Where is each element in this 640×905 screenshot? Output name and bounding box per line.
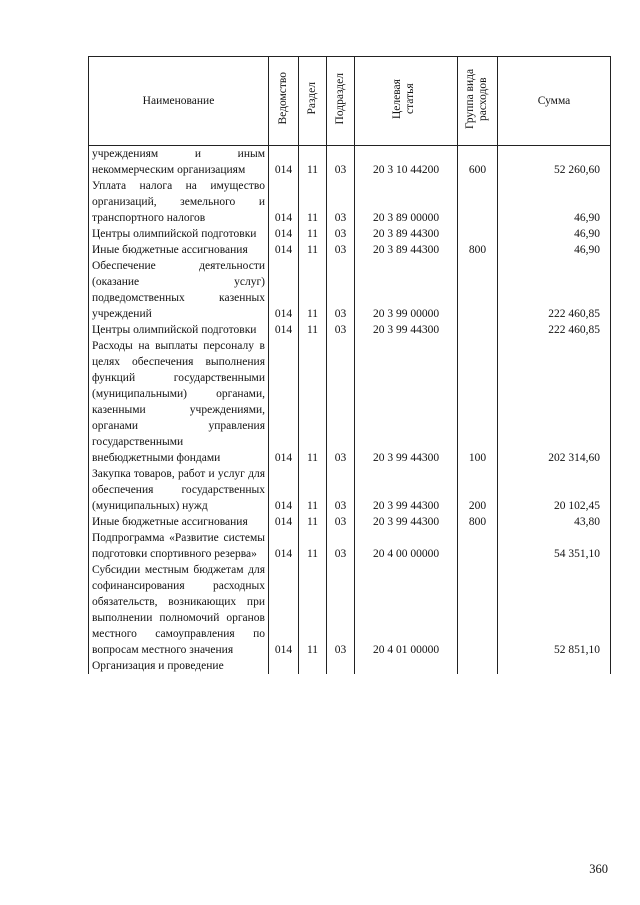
page-number: 360 [589, 862, 608, 876]
table-row [89, 466, 611, 514]
cell-section: 11 [299, 258, 327, 322]
cell-subsection: 03 [327, 146, 355, 179]
cell-group [458, 226, 498, 242]
cell-amount: 202 314,60 [498, 338, 611, 466]
cell-target: 20 3 10 44200 [355, 146, 458, 179]
cell-group: 200 [458, 466, 498, 514]
cell-subsection: 03 [327, 514, 355, 530]
budget-page [88, 56, 612, 674]
cell-section: 11 [299, 242, 327, 258]
cell-dept: 014 [269, 338, 299, 466]
table-body [89, 146, 611, 675]
table-row [89, 514, 611, 530]
cell-subsection: 03 [327, 530, 355, 562]
cell-target: 20 3 99 44300 [355, 514, 458, 530]
header-dept [269, 57, 299, 146]
table-row [89, 242, 611, 258]
cell-dept: 014 [269, 178, 299, 226]
header-section-label: Раздел [306, 82, 318, 115]
cell-section: 11 [299, 530, 327, 562]
cell-name: Уплата налога на имущество организаций, земельного и транспортного налогов [89, 178, 269, 226]
table-row [89, 562, 611, 658]
cell-name: Расходы на выплаты персоналу в целях обеспечения выполнения функций государственными (муниципальными) органами, казенными учреждениями, органами управления государственными внебюджетными фондами [89, 338, 269, 466]
cell-amount: 43,80 [498, 514, 611, 530]
cell-dept: 014 [269, 146, 299, 179]
table-row [89, 658, 611, 674]
cell-section: 11 [299, 322, 327, 338]
cell-subsection: 03 [327, 562, 355, 658]
cell-group [458, 562, 498, 658]
cell-section [299, 658, 327, 674]
cell-target: 20 3 89 00000 [355, 178, 458, 226]
header-target [355, 57, 458, 146]
cell-target: 20 3 99 44300 [355, 338, 458, 466]
cell-section: 11 [299, 226, 327, 242]
cell-section: 11 [299, 338, 327, 466]
cell-name: учреждениям и иным некоммерческим организациям [89, 146, 269, 179]
cell-target [355, 658, 458, 674]
table-row [89, 338, 611, 466]
cell-amount: 46,90 [498, 242, 611, 258]
cell-group [458, 530, 498, 562]
header-group-label: Группа вида расходов [463, 68, 489, 129]
header-subsection-label: Подраздел [334, 72, 346, 125]
cell-subsection: 03 [327, 258, 355, 322]
table-row [89, 178, 611, 226]
cell-amount: 52 851,10 [498, 562, 611, 658]
header-dept-label: Ведомство [277, 72, 289, 125]
cell-target: 20 3 99 44300 [355, 466, 458, 514]
table-row [89, 146, 611, 179]
cell-group [458, 658, 498, 674]
table-row [89, 226, 611, 242]
cell-name: Подпрограмма «Развитие системы подготовки спортивного резерва» [89, 530, 269, 562]
cell-name: Субсидии местным бюджетам для софинансирования расходных обязательств, возникающих при выполнении полномочий органов местного самоуправления по вопросам местного значения [89, 562, 269, 658]
cell-subsection: 03 [327, 322, 355, 338]
cell-subsection: 03 [327, 226, 355, 242]
table-row [89, 530, 611, 562]
cell-target: 20 4 00 00000 [355, 530, 458, 562]
cell-name: Организация и проведение [89, 658, 269, 674]
cell-section: 11 [299, 514, 327, 530]
cell-name: Иные бюджетные ассигнования [89, 242, 269, 258]
cell-section: 11 [299, 146, 327, 179]
cell-subsection: 03 [327, 178, 355, 226]
cell-subsection [327, 658, 355, 674]
header-target-label: Целевая статья [391, 78, 416, 119]
header-section [299, 57, 327, 146]
cell-dept: 014 [269, 226, 299, 242]
cell-dept: 014 [269, 466, 299, 514]
cell-section: 11 [299, 178, 327, 226]
cell-amount: 20 102,45 [498, 466, 611, 514]
cell-amount: 222 460,85 [498, 258, 611, 322]
cell-name: Иные бюджетные ассигнования [89, 514, 269, 530]
header-row [89, 57, 611, 146]
cell-name: Закупка товаров, работ и услуг для обеспечения государственных (муниципальных) нужд [89, 466, 269, 514]
cell-amount [498, 658, 611, 674]
cell-name: Центры олимпийской подготовки [89, 226, 269, 242]
header-name: Наименование [89, 57, 269, 146]
cell-name: Центры олимпийской подготовки [89, 322, 269, 338]
cell-target: 20 3 89 44300 [355, 242, 458, 258]
cell-group [458, 258, 498, 322]
cell-target: 20 3 89 44300 [355, 226, 458, 242]
cell-name: Обеспечение деятельности (оказание услуг) подведомственных казенных учреждений [89, 258, 269, 322]
cell-group: 800 [458, 514, 498, 530]
cell-target: 20 3 99 44300 [355, 322, 458, 338]
cell-dept: 014 [269, 562, 299, 658]
header-amount: Сумма [498, 57, 611, 146]
cell-dept: 014 [269, 258, 299, 322]
cell-amount: 54 351,10 [498, 530, 611, 562]
header-group [458, 57, 498, 146]
cell-group [458, 178, 498, 226]
cell-target: 20 3 99 00000 [355, 258, 458, 322]
cell-dept: 014 [269, 530, 299, 562]
cell-amount: 52 260,60 [498, 146, 611, 179]
budget-table [88, 56, 611, 674]
cell-group: 800 [458, 242, 498, 258]
cell-dept [269, 658, 299, 674]
table-row [89, 322, 611, 338]
cell-amount: 46,90 [498, 226, 611, 242]
cell-group: 600 [458, 146, 498, 179]
header-subsection [327, 57, 355, 146]
cell-amount: 46,90 [498, 178, 611, 226]
table-row [89, 258, 611, 322]
cell-group [458, 322, 498, 338]
cell-dept: 014 [269, 242, 299, 258]
cell-section: 11 [299, 466, 327, 514]
cell-dept: 014 [269, 322, 299, 338]
cell-dept: 014 [269, 514, 299, 530]
cell-subsection: 03 [327, 466, 355, 514]
cell-subsection: 03 [327, 242, 355, 258]
cell-group: 100 [458, 338, 498, 466]
cell-subsection: 03 [327, 338, 355, 466]
cell-section: 11 [299, 562, 327, 658]
cell-target: 20 4 01 00000 [355, 562, 458, 658]
cell-amount: 222 460,85 [498, 322, 611, 338]
